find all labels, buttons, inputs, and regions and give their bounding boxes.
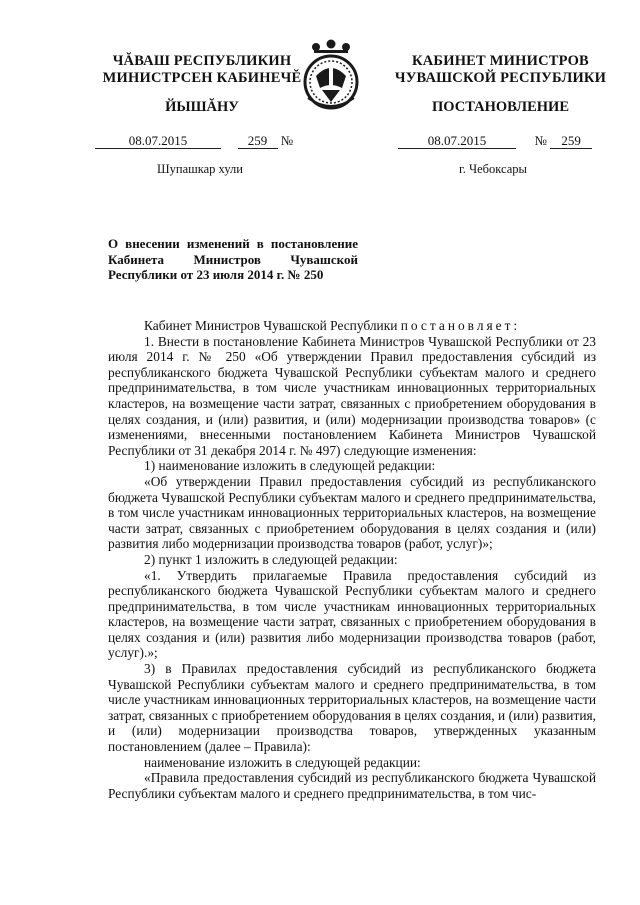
document-body <box>108 318 596 801</box>
document-title: О внесении изменений в постановление Кабинета Министров Чувашской Республики от 23 июля 2014 г. № 250 <box>108 236 358 282</box>
body-paragraph: «Об утверждении Правил предоставления субсидий из республиканского бюджета Чувашской Республики субъектам малого и среднего предпринимательства, в том числе участникам инновационных территориальных кластеров, на возмещение части затрат, связанных с приобретением оборудования в целях создания и (или) развития либо модернизации производства товаров (работ, услуг)»; <box>108 473 596 552</box>
intro-lead: Кабинет Министров Чувашской Республики <box>144 318 401 333</box>
body-paragraph: 1) наименование изложить в следующей редакции: <box>144 458 436 474</box>
doc-type-chuvash: ЙЫШĂНУ <box>165 99 239 115</box>
number-russian: 259 <box>550 134 592 149</box>
city-chuvash: Шупашкар хули <box>157 162 243 176</box>
body-paragraph: наименование изложить в следующей редакции: <box>144 754 421 770</box>
dateline-chuvash <box>95 134 293 149</box>
intro-paragraph <box>108 318 596 334</box>
issuer-russian-line1: КАБИНЕТ МИНИСТРОВ <box>412 53 589 69</box>
dateline-russian <box>398 134 592 149</box>
city-russian: г. Чебоксары <box>459 162 527 176</box>
date-russian: 08.07.2015 <box>398 134 516 149</box>
number-sign-chuvash: № <box>280 133 294 148</box>
issuer-chuvash-line1: ЧĂВАШ РЕСПУБЛИКИН <box>112 53 292 69</box>
date-chuvash: 08.07.2015 <box>95 134 221 149</box>
doc-type-russian: ПОСТАНОВЛЕНИЕ <box>431 99 569 115</box>
issuer-russian-line2: ЧУВАШСКОЙ РЕСПУБЛИКИ <box>394 70 607 86</box>
number-sign-russian: № <box>534 133 547 148</box>
body-paragraph: «1. Утвердить прилагаемые Правила предоставления субсидий из республиканского бюджета Чувашской Республики субъектам малого и среднего предпринимательства, в том числе участникам инновационных территориальных кластеров, на возмещение части затрат, связанных с приобретением оборудования в целях создания и (или) развития либо модернизации производства товаров (работ, услуг).»; <box>108 567 596 661</box>
intro-spaced-word: постановляет: <box>400 318 521 333</box>
body-paragraph: 1. Внести в постановление Кабинета Министров Чувашской Республики от 23 июля 2014 г. № 250 «Об утверждении Правил предоставления субсидий из республиканского бюджета Чувашской Республики субъектам малого и среднего предпринимательства, в том числе участникам инновационных территориальных кластеров, на возмещение части затрат, связанных с приобретением оборудования в целях создания, и (или) развития, и (или) модернизации производства товаров» (с изменениями, внесенными постановлением Кабинета Министров Чувашской Республики от 31 декабря 2014 г. № 497) следующие изменения: <box>108 333 596 458</box>
issuer-russian-name <box>388 53 613 87</box>
coat-of-arms-emblem <box>298 38 364 112</box>
body-paragraph: «Правила предоставления субсидий из республиканского бюджета Чувашской Республики субъектам малого и среднего предпринимательства, в том чис- <box>108 770 596 801</box>
issuer-chuvash-line2: МИНИСТРСЕН КАБИНЕЧĔ <box>102 70 302 86</box>
number-chuvash: 259 <box>238 134 278 149</box>
body-paragraph: 2) пункт 1 изложить в следующей редакции: <box>144 551 398 567</box>
issuer-chuvash-name <box>92 53 312 87</box>
body-paragraph: 3) в Правилах предоставления субсидий из республиканского бюджета Чувашской Республики субъектам малого и среднего предпринимательства, в том числе участникам инновационных территориальных кластеров, на возмещение части затрат, связанных с приобретением оборудования в целях создания, и (или) развития, и (или) модернизации производства товаров, утвержденных указанным постановлением (далее – Правила): <box>108 661 596 755</box>
